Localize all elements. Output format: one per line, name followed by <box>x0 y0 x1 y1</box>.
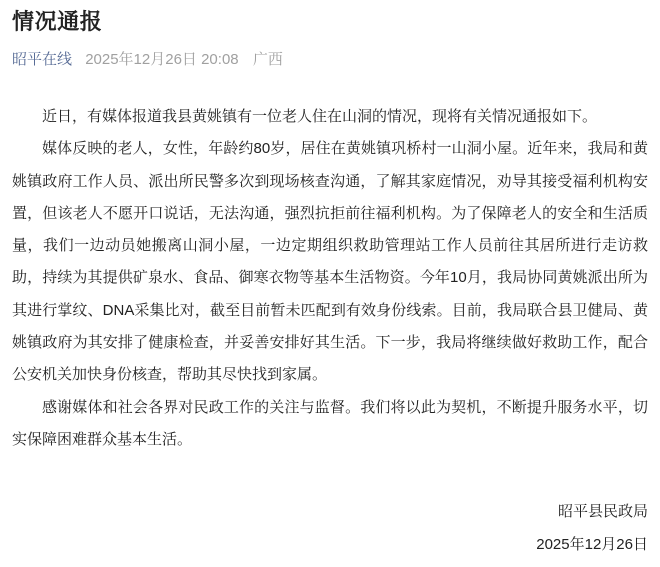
paragraph-line: 媒体反映的老人，女性，年龄约80岁，居住在黄姚镇巩桥村一山洞小屋。近年来，我局和黄 <box>42 140 648 158</box>
article <box>0 6 660 561</box>
article-title: 情况通报 <box>12 9 103 34</box>
paragraph-line: 公安机关加快身份核查，帮助其尽快找到家属。 <box>12 366 328 384</box>
paragraph-line: 近日，有媒体报道我县黄姚镇有一位老人住在山洞的情况，现将有关情况通报如下。 <box>42 108 598 125</box>
paragraph-line: 量，我们一边动员她搬离山洞小屋，一边定期组织救助管理站工作人员前往其居所进行走访救 <box>12 237 648 255</box>
paragraph-line: 实保障困难群众基本生活。 <box>12 430 193 448</box>
publish-time: 2025年12月26日 20:08 <box>85 51 239 68</box>
paragraph-line: 感谢媒体和社会各界对民政工作的关注与监督。我们将以此为契机，不断提升服务水平，切 <box>42 398 648 416</box>
paragraph-line: 助，持续为其提供矿泉水、食品、御寒衣物等基本生活物资。今年10月，我局协同黄姚派出所为 <box>12 269 648 287</box>
account-name-link[interactable]: 昭平在线 <box>12 51 73 68</box>
paragraph <box>12 392 648 457</box>
signature-date: 2025年12月26日 <box>536 536 648 554</box>
article-meta <box>12 49 648 71</box>
signature-organization: 昭平县民政局 <box>557 503 648 521</box>
paragraph-line: 置，但该老人不愿开口说话，无法沟通，强烈抗拒前往福利机构。为了保障老人的安全和生活质 <box>12 204 648 222</box>
paragraph <box>12 101 648 133</box>
paragraph-line: 姚镇政府为其安排了健康检查，并妥善安排好其生活。下一步，我局将继续做好救助工作，配合 <box>12 334 648 352</box>
signature <box>12 495 648 561</box>
paragraph-line: 姚镇政府工作人员、派出所民警多次到现场核查沟通，了解其家庭情况，劝导其接受福利机构安 <box>12 172 648 190</box>
paragraph-line: 其进行掌纹、DNA采集比对，截至目前暂未匹配到有效身份线索。目前，我局联合县卫健局、黄 <box>12 301 648 319</box>
paragraph <box>12 133 648 391</box>
publish-location: 广西 <box>252 51 283 68</box>
article-content <box>12 101 648 456</box>
